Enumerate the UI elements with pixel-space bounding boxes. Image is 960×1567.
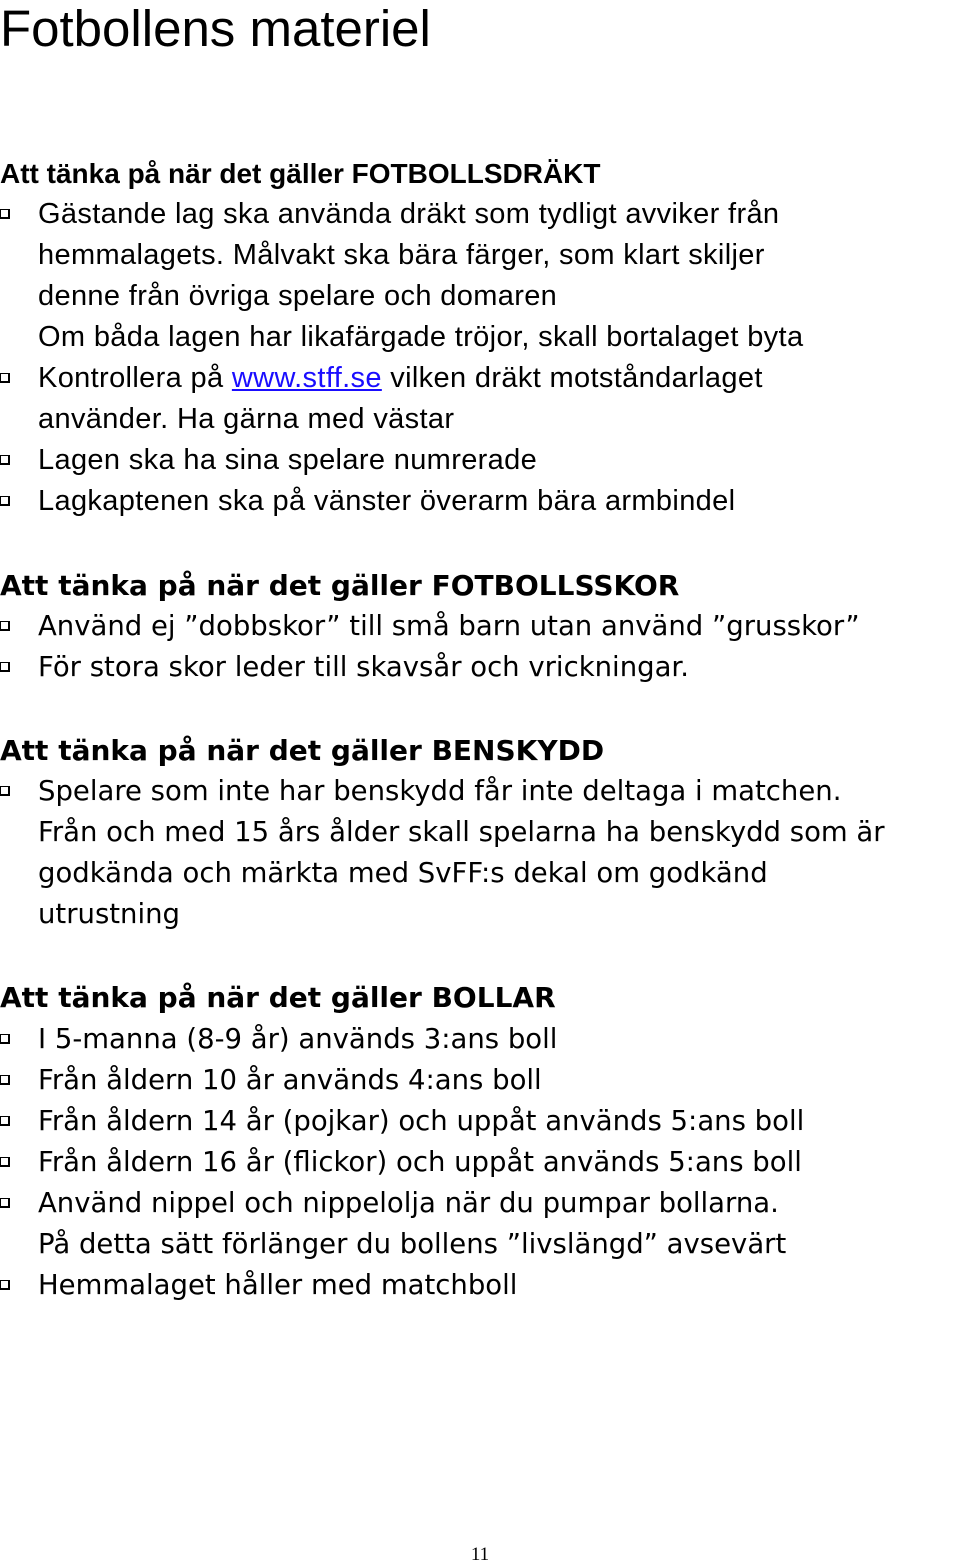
list-item-text: använder. Ha gärna med västar [38, 403, 455, 435]
checkbox-bullet-icon [0, 209, 10, 219]
list-item [0, 1265, 804, 1306]
checkbox-bullet-icon [0, 621, 10, 631]
page-title: Fotbollens materiel [0, 0, 431, 57]
list-item-text: Från och med 15 års ålder skall spelarna ha benskydd som är [38, 816, 885, 848]
checkbox-bullet-icon [0, 1280, 10, 1290]
page-number: 11 [470, 1544, 490, 1565]
list-item-text: Hemmalaget håller med matchboll [38, 1269, 518, 1301]
list-item-text: godkända och märkta med SvFF:s dekal om godkänd [38, 857, 768, 889]
stff-link[interactable]: www.stff.se [231, 362, 382, 394]
list-item-text: I 5-manna (8-9 år) används 3:ans boll [38, 1023, 558, 1055]
list-item [0, 440, 803, 481]
checkbox-bullet-icon [0, 496, 10, 506]
list-item-text: Spelare som inte har benskydd får inte deltaga i matchen. [38, 775, 842, 807]
list-item-text: Om båda lagen har likafärgade tröjor, skall bortalaget byta [38, 321, 804, 353]
checkbox-bullet-icon [0, 786, 10, 796]
checkbox-bullet-icon [0, 662, 10, 672]
list-item [0, 358, 803, 440]
list-item-text: Använd ej ”dobbskor” till små barn utan använd ”grusskor” [38, 610, 860, 642]
checkbox-bullet-icon [0, 455, 10, 465]
list-item [0, 481, 803, 522]
list-item [0, 1019, 804, 1060]
list-item-text-prefix: Kontrollera på [38, 362, 232, 394]
list-item [0, 1060, 804, 1101]
checkbox-bullet-icon [0, 1034, 10, 1044]
list-item-text: Gästande lag ska använda dräkt som tydligt avviker från [38, 198, 780, 230]
list-item-text: Lagkaptenen ska på vänster överarm bära armbindel [38, 485, 736, 517]
list-fotbollsdrakt [0, 194, 803, 522]
checkbox-bullet-icon [0, 1075, 10, 1085]
list-item-text: Från åldern 14 år (pojkar) och uppåt används 5:ans boll [38, 1105, 805, 1137]
heading-fotbollsskor: Att tänka på när det gäller FOTBOLLSSKOR [0, 569, 680, 602]
list-item [0, 1183, 804, 1265]
checkbox-bullet-icon [0, 373, 10, 383]
list-item [0, 606, 860, 647]
list-item-text: På detta sätt förlänger du bollens ”livslängd” avsevärt [38, 1228, 787, 1260]
checkbox-bullet-icon [0, 1157, 10, 1167]
list-item-text: Från åldern 16 år (flickor) och uppåt används 5:ans boll [38, 1146, 802, 1178]
list-item [0, 647, 860, 688]
list-item-text [0, 358, 803, 399]
list-item-text: För stora skor leder till skavsår och vrickningar. [38, 651, 689, 683]
list-item [0, 771, 885, 935]
list-benskydd [0, 771, 885, 935]
list-item [0, 1101, 804, 1142]
list-item-text: utrustning [38, 898, 181, 930]
list-item-text: denne från övriga spelare och domaren [38, 280, 558, 312]
list-item-text: Från åldern 10 år används 4:ans boll [38, 1064, 542, 1096]
checkbox-bullet-icon [0, 1116, 10, 1126]
heading-bollar: Att tänka på när det gäller BOLLAR [0, 981, 556, 1014]
list-item-text: Lagen ska ha sina spelare numrerade [38, 444, 538, 476]
list-item [0, 1142, 804, 1183]
list-item-text-suffix: vilken dräkt motståndarlaget [381, 362, 763, 394]
list-fotbollsskor [0, 606, 860, 688]
checkbox-bullet-icon [0, 1198, 10, 1208]
heading-fotbollsdrakt: Att tänka på när det gäller FOTBOLLSDRÄKT [0, 158, 601, 189]
list-item [0, 194, 803, 358]
list-item-text: Använd nippel och nippelolja när du pumpar bollarna. [38, 1187, 779, 1219]
heading-benskydd: Att tänka på när det gäller BENSKYDD [0, 734, 605, 767]
list-bollar [0, 1019, 804, 1306]
list-item-text: hemmalagets. Målvakt ska bära färger, som klart skiljer [38, 239, 765, 271]
